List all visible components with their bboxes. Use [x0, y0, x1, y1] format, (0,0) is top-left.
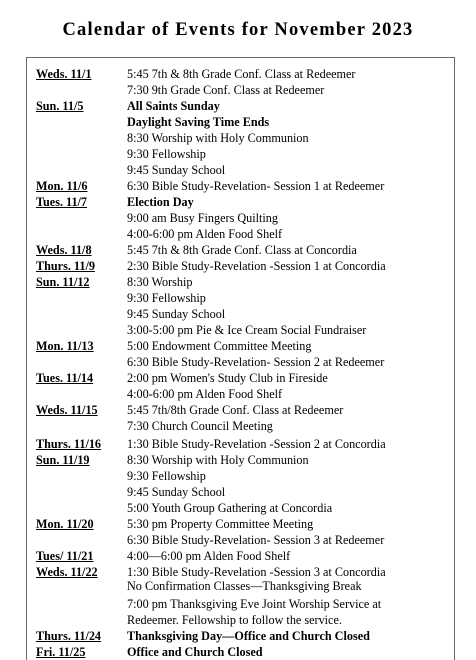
event-row	[27, 146, 454, 162]
event-text: 2:30 Bible Study-Revelation -Session 1 at Concordia	[127, 259, 386, 273]
page-title: Calendar of Events for November 2023	[62, 20, 414, 40]
event-row	[27, 578, 454, 594]
event-date: Sun. 11/5	[36, 99, 84, 113]
event-text: 4:00-6:00 pm Alden Food Shelf	[127, 227, 283, 241]
event-text: 5:45 7th & 8th Grade Conf. Class at Concordia	[127, 243, 357, 257]
event-text: No Confirmation Classes—Thanksgiving Break	[127, 579, 362, 593]
event-text: 5:00 Youth Group Gathering at Concordia	[127, 501, 333, 515]
event-row	[27, 98, 454, 114]
event-row	[27, 628, 454, 644]
event-text: 5:30 pm Property Committee Meeting	[127, 517, 314, 531]
event-text: 8:30 Worship with Holy Communion	[127, 131, 309, 145]
event-date: Tues. 11/7	[36, 195, 88, 209]
event-text: 3:00-5:00 pm Pie & Ice Cream Social Fundraiser	[127, 323, 367, 337]
event-text: 5:00 Endowment Committee Meeting	[127, 339, 312, 353]
event-row	[27, 612, 454, 628]
event-text: 7:00 pm Thanksgiving Eve Joint Worship Service at	[127, 597, 382, 611]
event-text: 9:30 Fellowship	[127, 291, 206, 305]
event-row	[27, 386, 454, 402]
event-row	[27, 402, 454, 418]
event-row	[27, 242, 454, 258]
event-row	[27, 354, 454, 370]
event-text: 1:30 Bible Study-Revelation -Session 2 at Concordia	[127, 437, 386, 451]
event-date: Tues. 11/14	[36, 371, 94, 385]
event-date: Weds. 11/8	[36, 243, 92, 257]
event-text: 1:30 Bible Study-Revelation -Session 3 at Concordia	[127, 565, 386, 579]
event-date: Weds. 11/22	[36, 565, 98, 579]
event-row	[27, 82, 454, 98]
event-text: 4:00—6:00 pm Alden Food Shelf	[127, 549, 291, 563]
calendar-table	[26, 57, 455, 660]
event-text: 8:30 Worship with Holy Communion	[127, 453, 309, 467]
event-date: Thurs. 11/9	[36, 259, 95, 273]
event-date: Fri. 11/25	[36, 645, 86, 659]
event-text: 6:30 Bible Study-Revelation- Session 1 at Redeemer	[127, 179, 385, 193]
event-row	[27, 468, 454, 484]
event-row	[27, 516, 454, 532]
event-text: Redeemer. Fellowship to follow the service.	[127, 613, 342, 627]
event-text: Daylight Saving Time Ends	[127, 115, 270, 129]
event-row	[27, 290, 454, 306]
event-date: Weds. 11/15	[36, 403, 98, 417]
event-row	[27, 436, 454, 452]
event-row	[27, 548, 454, 564]
event-date: Weds. 11/1	[36, 67, 92, 81]
event-row	[27, 370, 454, 386]
event-text: All Saints Sunday	[127, 99, 220, 113]
event-row	[27, 452, 454, 468]
event-text: Election Day	[127, 195, 194, 209]
event-row	[27, 596, 454, 612]
event-text: 6:30 Bible Study-Revelation- Session 3 at Redeemer	[127, 533, 385, 547]
event-row	[27, 500, 454, 516]
event-row	[27, 114, 454, 130]
event-row	[27, 274, 454, 290]
event-row	[27, 226, 454, 242]
event-text: 4:00-6:00 pm Alden Food Shelf	[127, 387, 283, 401]
event-text: 9:30 Fellowship	[127, 147, 206, 161]
event-text: Thanksgiving Day—Office and Church Closed	[127, 629, 370, 643]
event-text: 9:30 Fellowship	[127, 469, 206, 483]
event-text: 8:30 Worship	[127, 275, 193, 289]
event-text: 9:45 Sunday School	[127, 307, 226, 321]
event-row	[27, 210, 454, 226]
event-text: 9:45 Sunday School	[127, 485, 226, 499]
event-date: Sun. 11/12	[36, 275, 90, 289]
event-row	[27, 306, 454, 322]
event-text: 5:45 7th/8th Grade Conf. Class at Redeemer	[127, 403, 344, 417]
event-row	[27, 162, 454, 178]
event-row	[27, 484, 454, 500]
event-date: Thurs. 11/16	[36, 437, 102, 451]
event-row	[27, 130, 454, 146]
event-row	[27, 532, 454, 548]
event-text: 7:30 Church Council Meeting	[127, 419, 273, 433]
event-row	[27, 338, 454, 354]
event-text: Office and Church Closed	[127, 645, 263, 659]
event-text: 5:45 7th & 8th Grade Conf. Class at Redeemer	[127, 67, 356, 81]
event-text: 2:00 pm Women's Study Club in Fireside	[127, 371, 328, 385]
event-text: 9:45 Sunday School	[127, 163, 226, 177]
event-row	[27, 178, 454, 194]
event-row	[27, 194, 454, 210]
event-date: Mon. 11/13	[36, 339, 94, 353]
event-row	[27, 322, 454, 338]
event-date: Tues/ 11/21	[36, 549, 94, 563]
event-text: 7:30 9th Grade Conf. Class at Redeemer	[127, 83, 325, 97]
event-date: Mon. 11/6	[36, 179, 88, 193]
event-row	[27, 644, 454, 660]
event-date: Mon. 11/20	[36, 517, 94, 531]
event-text: 6:30 Bible Study-Revelation- Session 2 at Redeemer	[127, 355, 385, 369]
event-date: Sun. 11/19	[36, 453, 90, 467]
event-text: 9:00 am Busy Fingers Quilting	[127, 211, 278, 225]
event-row	[27, 418, 454, 434]
event-date: Thurs. 11/24	[36, 629, 102, 643]
event-row	[27, 66, 454, 82]
event-row	[27, 258, 454, 274]
